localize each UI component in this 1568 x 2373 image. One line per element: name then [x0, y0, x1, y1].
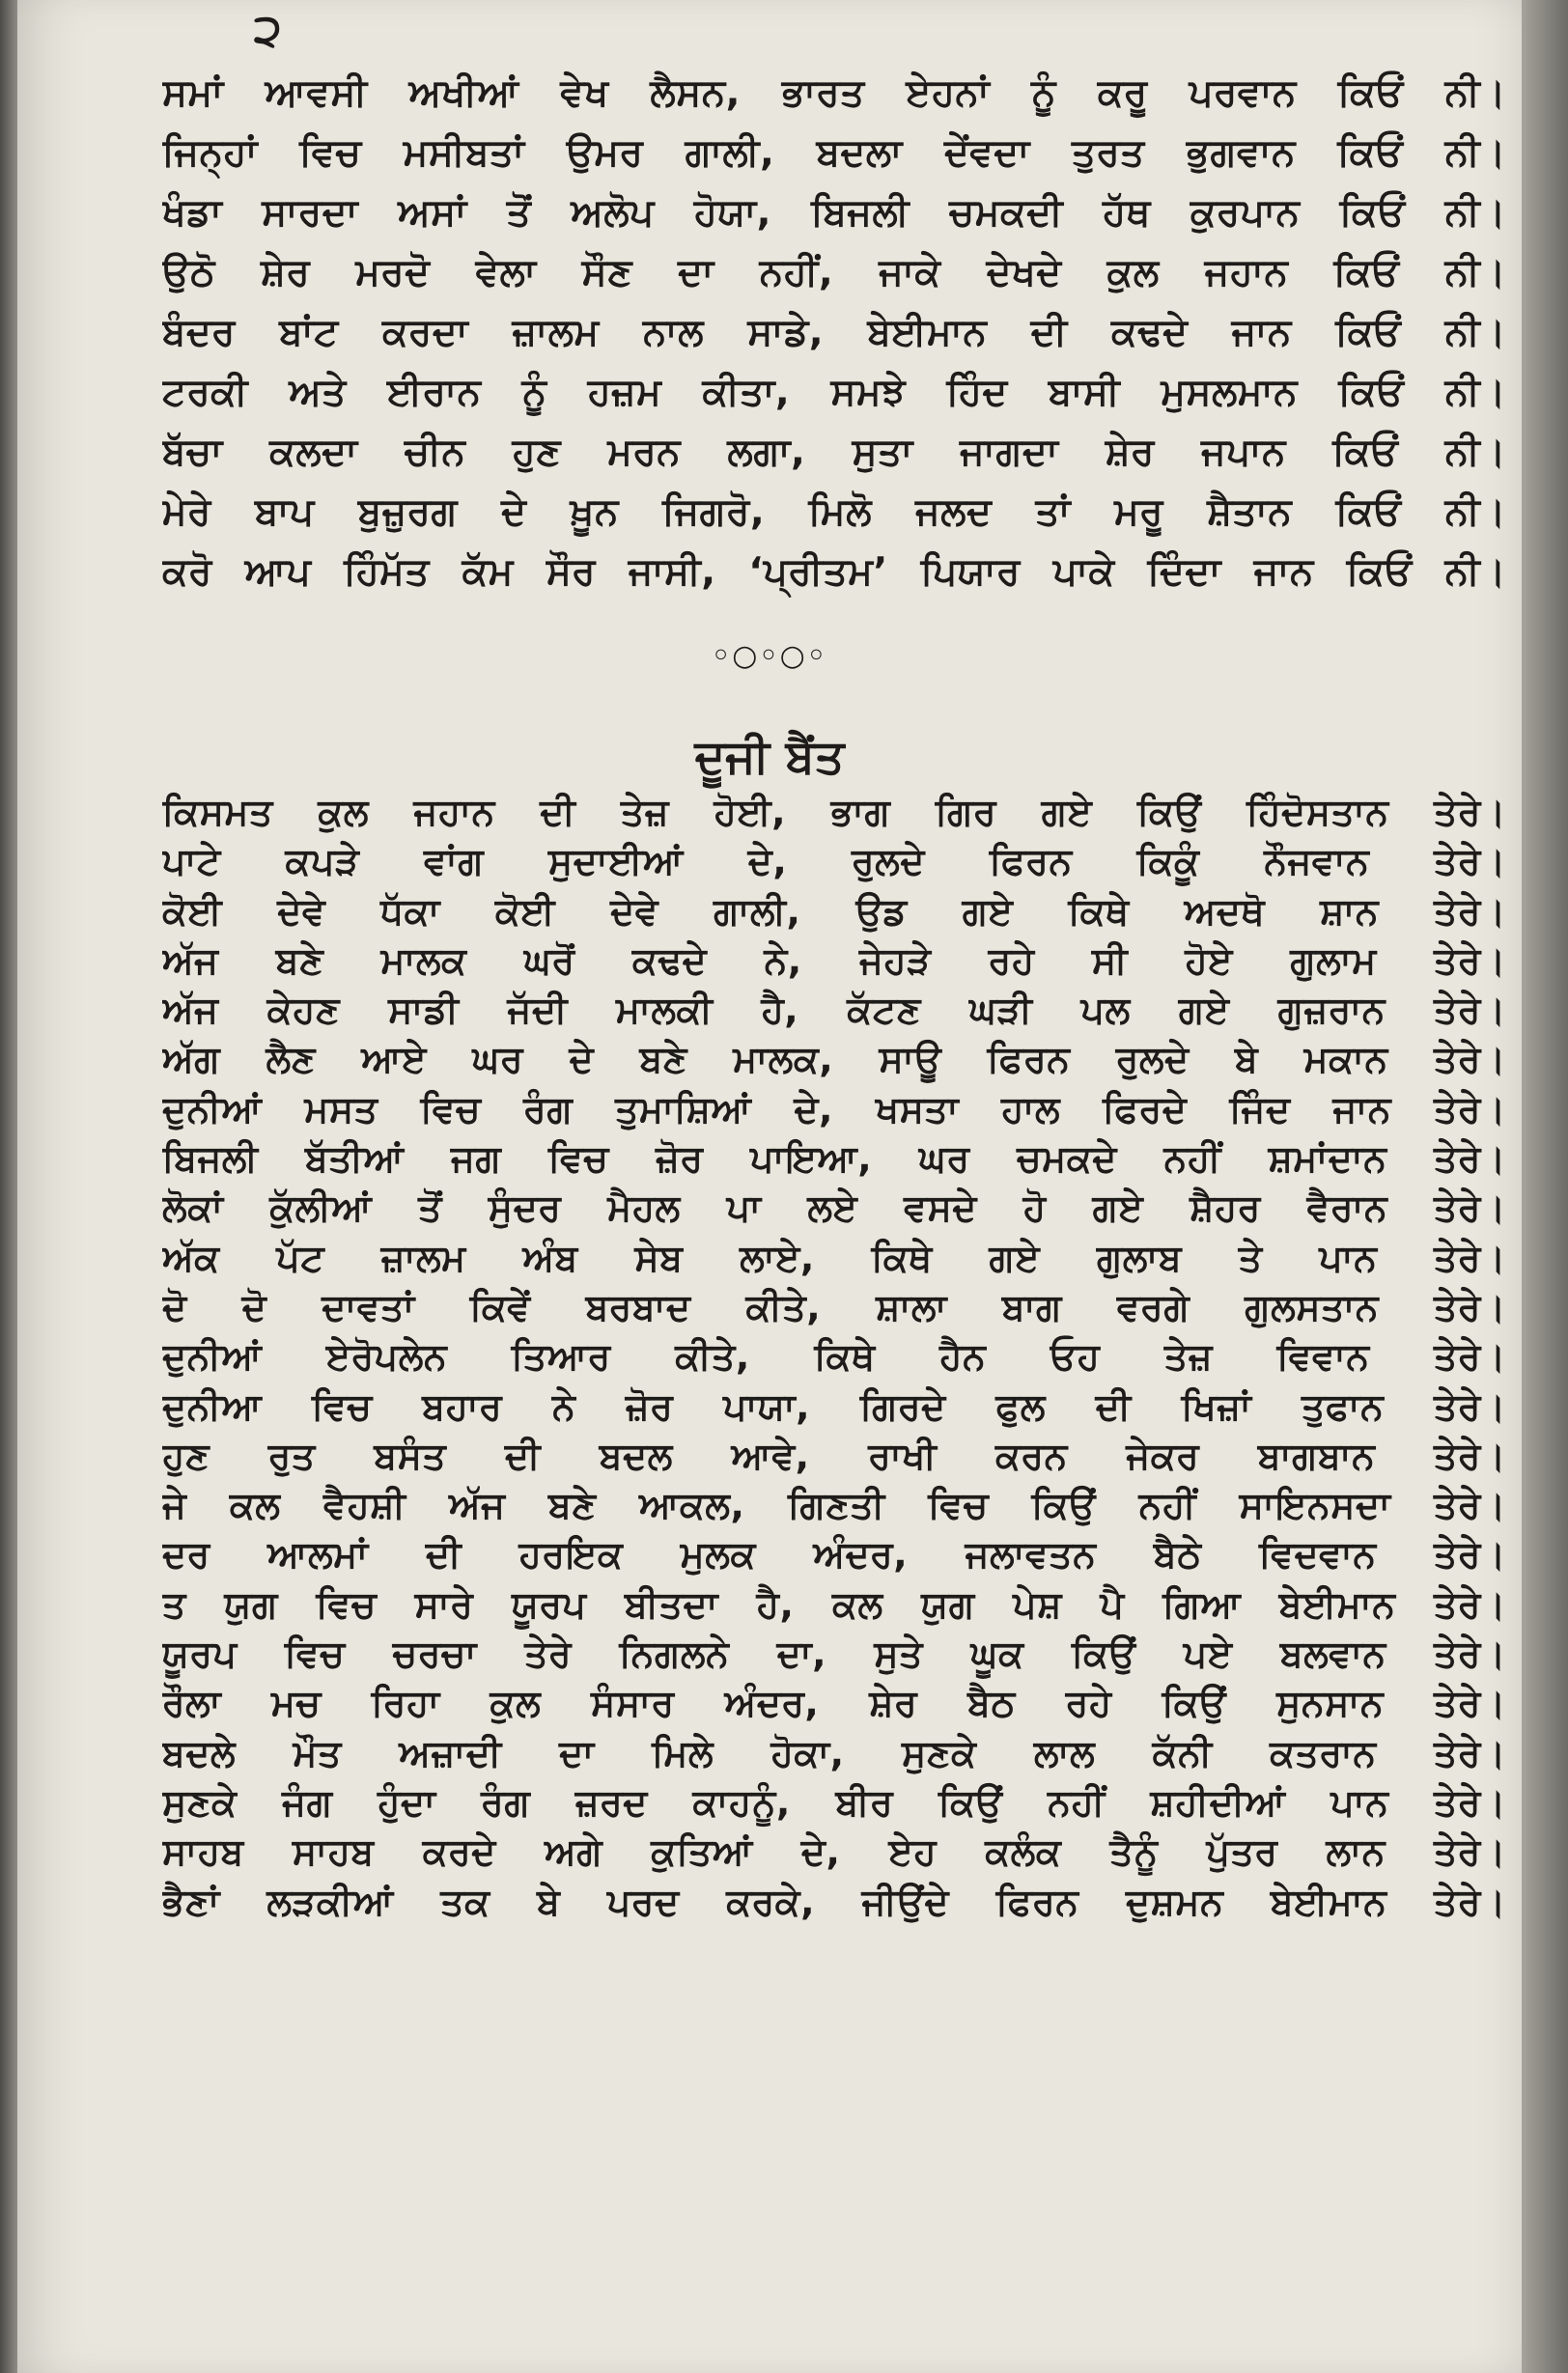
- poem-line: ਤ ਯੁਗ ਵਿਚ ਸਾਰੇ ਯੂਰਪ ਬੀਤਦਾ ਹੈ, ਕਲ ਯੁਗ ਪੇਸ਼ ਪੈ ਗਿਆ ਬੇਈਮਾਨ ਤੇਰੇ।: [162, 1582, 1506, 1626]
- poem-line: ਬੱਚਾ ਕਲਦਾ ਚੀਨ ਹੁਣ ਮਰਨ ਲਗਾ, ਸੁਤਾ ਜਾਗਦਾ ਸ਼ੇਰ ਜਪਾਨ ਕਿਓਂ ਨੀ।: [162, 431, 1506, 474]
- poem-line: ਰੌਲਾ ਮਚ ਰਿਹਾ ਕੁਲ ਸੰਸਾਰ ਅੰਦਰ, ਸ਼ੇਰ ਬੈਠ ਰਹੇ ਕਿਉਂ ਸੁਨਸਾਨ ਤੇਰੇ।: [162, 1682, 1506, 1725]
- book-gutter-shadow: [0, 0, 17, 2373]
- poem-line: ਦੁਨੀਆਂ ਏਰੋਪਲੇਨ ਤਿਆਰ ਕੀਤੇ, ਕਿਥੇ ਹੈਨ ਓਹ ਤੇਜ਼ ਵਿਵਾਨ ਤੇਰੇ।: [162, 1335, 1506, 1379]
- poem-line: ਸੁਣਕੇ ਜੰਗ ਹੁੰਦਾ ਰੰਗ ਜ਼ਰਦ ਕਾਹਨੂੰ, ਬੀਰ ਕਿਉਂ ਨਹੀਂ ਸ਼ਹੀਦੀਆਂ ਪਾਨ ਤੇਰੇ।: [162, 1780, 1506, 1824]
- poem-line: ਕੋਈ ਦੇਵੇ ਧੱਕਾ ਕੋਈ ਦੇਵੇ ਗਾਲੀ, ਉਡ ਗਏ ਕਿਥੇ ਅਦਥੋ ਸ਼ਾਨ ਤੇਰੇ।: [162, 889, 1506, 933]
- poem-line: ਖੰਡਾ ਸਾਰਦਾ ਅਸਾਂ ਤੋਂ ਅਲੋਪ ਹੋਯਾ, ਬਿਜਲੀ ਚਮਕਦੀ ਹੱਥ ਕੁਰਪਾਨ ਕਿਓਂ ਨੀ।: [162, 191, 1506, 235]
- poem-line: ਦੁਨੀਆ ਵਿਚ ਬਹਾਰ ਨੇ ਜ਼ੋਰ ਪਾਯਾ, ਗਿਰਦੇ ਫੁਲ ਦੀ ਖਿਜ਼ਾਂ ਤੁਫਾਨ ਤੇਰੇ।: [162, 1384, 1506, 1428]
- poem-line: ਹੁਣ ਰੁਤ ਬਸੰਤ ਦੀ ਬਦਲ ਆਵੇ, ਰਾਖੀ ਕਰਨ ਜੇਕਰ ਬਾਗਬਾਨ ਤੇਰੇ।: [162, 1434, 1506, 1477]
- poem-line: ਕਰੋ ਆਪ ਹਿੰਮੱਤ ਕੱਮ ਸੌਰ ਜਾਸੀ, ‘ਪ੍ਰੀਤਮ’ ਪਿਯਾਰ ਪਾਕੇ ਦਿੰਦਾ ਜਾਨ ਕਿਓਂ ਨੀ।: [162, 550, 1506, 594]
- poem-line: ਭੈਣਾਂ ਲੜਕੀਆਂ ਤਕ ਬੇ ਪਰਦ ਕਰਕੇ, ਜੀਉਂਦੇ ਫਿਰਨ ਦੁਸ਼ਮਨ ਬੇਈਮਾਨ ਤੇਰੇ।: [162, 1880, 1506, 1923]
- poem-line: ਸਾਹਬ ਸਾਹਬ ਕਰਦੇ ਅਗੇ ਕੁਤਿਆਂ ਦੇ, ਏਹ ਕਲੰਕ ਤੈਨੂੰ ਪੁੱਤਰ ਲਾਨ ਤੇਰੇ।: [162, 1830, 1506, 1874]
- poem-line: ਬੰਦਰ ਬਾਂਟ ਕਰਦਾ ਜ਼ਾਲਮ ਨਾਲ ਸਾਡੇ, ਬੇਈਮਾਨ ਦੀ ਕਢਦੇ ਜਾਨ ਕਿਓਂ ਨੀ।: [162, 311, 1506, 354]
- poem-line: ਅੱਜ ਕੇਹਣ ਸਾਡੀ ਜੱਦੀ ਮਾਲਕੀ ਹੈ, ਕੱਟਣ ਘੜੀ ਪਲ ਗਏ ਗੁਜ਼ਰਾਨ ਤੇਰੇ।: [162, 989, 1506, 1032]
- poem-line: ਜੇ ਕਲ ਵੈਹਸ਼ੀ ਅੱਜ ਬਣੇ ਆਕਲ, ਗਿਣਤੀ ਵਿਚ ਕਿਉਂ ਨਹੀਂ ਸਾਇਨਸਦਾ ਤੇਰੇ।: [162, 1484, 1506, 1527]
- book-page-edge: [1522, 0, 1568, 2373]
- poem-line: ਦੁਨੀਆਂ ਮਸਤ ਵਿਚ ਰੰਗ ਤੁਮਾਸ਼ਿਆਂ ਦੇ, ਖਸਤਾ ਹਾਲ ਫਿਰਦੇ ਜਿੰਦ ਜਾਨ ਤੇਰੇ।: [162, 1087, 1506, 1131]
- poem-line: ਦੋ ਦੋ ਦਾਵਤਾਂ ਕਿਵੇਂ ਬਰਬਾਦ ਕੀਤੇ, ਸ਼ਾਲਾ ਬਾਗ ਵਰਗੇ ਗੁਲਸਤਾਨ ਤੇਰੇ।: [162, 1285, 1506, 1328]
- poem-line: ਸਮਾਂ ਆਵਸੀ ਅਖੀਆਂ ਵੇਖ ਲੈਸਨ, ਭਾਰਤ ਏਹਨਾਂ ਨੂੰ ਕਰੂ ਪਰਵਾਨ ਕਿਓਂ ਨੀ।: [162, 71, 1506, 115]
- book-page: [17, 0, 1522, 2373]
- poem-line: ਮੇਰੇ ਬਾਪ ਬੁਜ਼ੁਰਗ ਦੇ ਖ਼ੂਨ ਜਿਗਰੋ, ਮਿਲੋ ਜਲਦ ਤਾਂ ਮਰੂ ਸ਼ੈਤਾਨ ਕਿਓਂ ਨੀ।: [162, 490, 1506, 534]
- poem-line: ਅੱਜ ਬਣੇ ਮਾਲਕ ਘਰੋਂ ਕਢਦੇ ਨੇ, ਜੇਹੜੇ ਰਹੇ ਸੀ ਹੋਏ ਗੁਲਾਮ ਤੇਰੇ।: [162, 938, 1506, 982]
- poem-line: ਜਿਨ੍ਹਾਂ ਵਿਚ ਮਸੀਬਤਾਂ ਉਮਰ ਗਾਲੀ, ਬਦਲਾ ਦੇਂਵਦਾ ਤੁਰਤ ਭੁਗਵਾਨ ਕਿਓਂ ਨੀ।: [162, 131, 1506, 175]
- poem-line: ਅੱਕ ਪੱਟ ਜ਼ਾਲਮ ਅੰਬ ਸੇਬ ਲਾਏ, ਕਿਥੇ ਗਏ ਗੁਲਾਬ ਤੇ ਪਾਨ ਤੇਰੇ।: [162, 1236, 1506, 1279]
- poem-line: ਦਰ ਆਲਮਾਂ ਦੀ ਹਰਇਕ ਮੁਲਕ ਅੰਦਰ, ਜਲਾਵਤਨ ਬੈਠੇ ਵਿਦਵਾਨ ਤੇਰੇ।: [162, 1533, 1506, 1577]
- poem-line: ਯੂਰਪ ਵਿਚ ਚਰਚਾ ਤੇਰੇ ਨਿਗਲਨੇ ਦਾ, ਸੁਤੇ ਘੂਕ ਕਿਉਂ ਪਏ ਬਲਵਾਨ ਤੇਰੇ।: [162, 1633, 1506, 1676]
- poem-line: ਬਿਜਲੀ ਬੱਤੀਆਂ ਜਗ ਵਿਚ ਜ਼ੋਰ ਪਾਇਆ, ਘਰ ਚਮਕਦੇ ਨਹੀਂ ਸ਼ਮਾਂਦਾਨ ਤੇਰੇ।: [162, 1137, 1506, 1181]
- poem-line: ਉਠੋ ਸ਼ੇਰ ਮਰਦੋ ਵੇਲਾ ਸੌਣ ਦਾ ਨਹੀਂ, ਜਾਕੇ ਦੇਖਦੇ ਕੁਲ ਜਹਾਨ ਕਿਓਂ ਨੀ।: [162, 251, 1506, 294]
- poem-line: ਅੱਗ ਲੈਣ ਆਏ ਘਰ ਦੇ ਬਣੇ ਮਾਲਕ, ਸਾਊ ਫਿਰਨ ਰੁਲਦੇ ਬੇ ਮਕਾਨ ਤੇਰੇ।: [162, 1038, 1506, 1081]
- poem-line: ਟਰਕੀ ਅਤੇ ਈਰਾਨ ਨੂੰ ਹਜ਼ਮ ਕੀਤਾ, ਸਮਝੇ ਹਿੰਦ ਬਾਸੀ ਮੁਸਲਮਾਨ ਕਿਓਂ ਨੀ।: [162, 371, 1506, 414]
- poem-stanza-1: [162, 64, 1506, 602]
- poem-line: ਬਦਲੇ ਮੌਤ ਅਜ਼ਾਦੀ ਦਾ ਮਿਲੇ ਹੋਕਾ, ਸੁਣਕੇ ਲਾਲ ਕੱਨੀ ਕਤਰਾਨ ਤੇਰੇ।: [162, 1731, 1506, 1774]
- page-number: ੨: [254, 4, 282, 56]
- section-title: ਦੂਜੀ ਬੈਂਤ: [694, 730, 845, 784]
- poem-line: ਪਾਟੇ ਕਪੜੇ ਵਾਂਗ ਸੁਦਾਈਆਂ ਦੇ, ਰੁਲਦੇ ਫਿਰਨ ਕਿਕੂੰ ਨੌਜਵਾਨ ਤੇਰੇ।: [162, 840, 1506, 883]
- section-divider-ornament: ◦○◦○◦: [712, 639, 827, 673]
- poem-stanza-2: [162, 788, 1506, 1927]
- poem-line: ਕਿਸਮਤ ਕੁਲ ਜਹਾਨ ਦੀ ਤੇਜ਼ ਹੋਈ, ਭਾਗ ਗਿਰ ਗਏ ਕਿਉਂ ਹਿੰਦੋਸਤਾਨ ਤੇਰੇ।: [162, 791, 1506, 833]
- poem-line: ਲੋਕਾਂ ਕੁੱਲੀਆਂ ਤੋਂ ਸੁੰਦਰ ਮੈਹਲ ਪਾ ਲਏ ਵਸਦੇ ਹੋ ਗਏ ਸ਼ੈਹਰ ਵੈਰਾਨ ਤੇਰੇ।: [162, 1186, 1506, 1230]
